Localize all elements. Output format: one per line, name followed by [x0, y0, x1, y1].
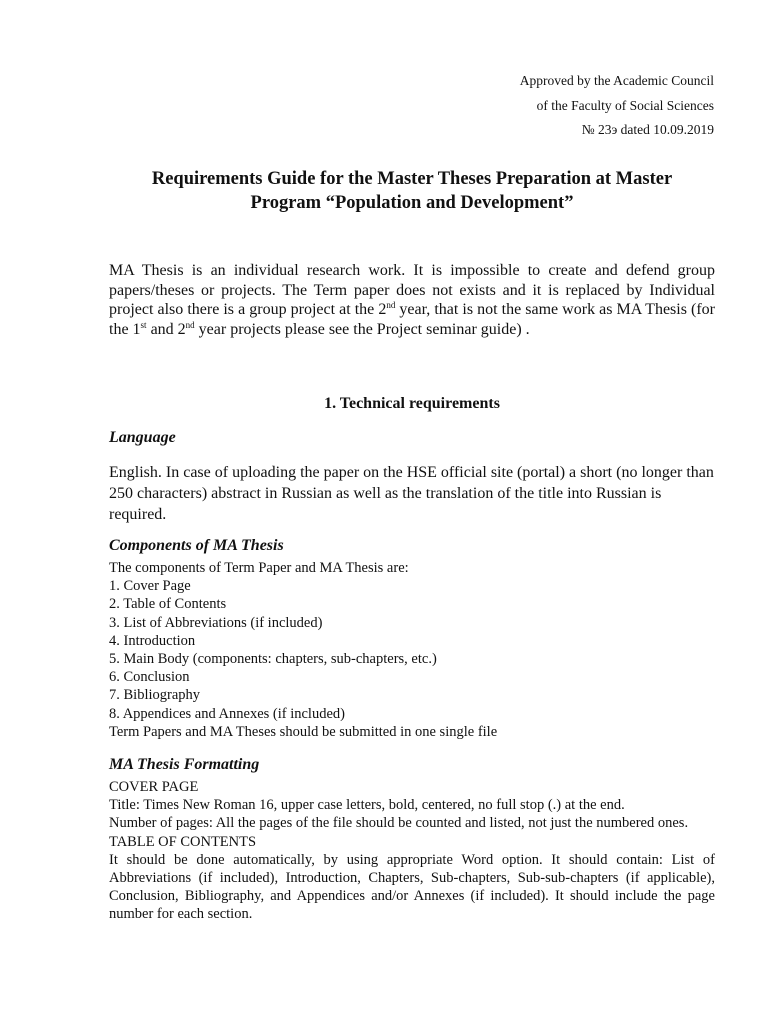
cover-page-heading: COVER PAGE — [109, 779, 199, 795]
section-heading: 1. Technical requirements — [324, 395, 500, 412]
cover-pages-rule: Number of pages: All the pages of the file should be counted and listed, not just the numbered ones. — [109, 815, 689, 832]
title-line-1: Requirements Guide for the Master Theses Preparation at Master — [151, 169, 673, 189]
toc-heading: TABLE OF CONTENTS — [109, 833, 257, 850]
language-heading: Language — [109, 429, 176, 446]
approval-line-2: of the Faculty of Social Sciences — [536, 97, 714, 113]
formatting-heading: MA Thesis Formatting — [109, 756, 260, 773]
approval-block — [520, 69, 714, 143]
components-list — [109, 559, 715, 741]
formatting-block — [109, 778, 715, 924]
list-item: 3. List of Abbreviations (if included) — [109, 614, 323, 631]
components-intro: The components of Term Paper and MA Thesis are: — [109, 560, 409, 576]
intro-text-1: MA Thesis is an individual research work. It is impossible to create and defend group papers/theses or projects. The Term paper does not exists and it is replaced by Individual project also there is a group project at the 2 — [109, 262, 715, 318]
approval-line-1: Approved by the Academic Council — [519, 73, 714, 88]
cover-title-rule: Title: Times New Roman 16, upper case letters, bold, centered, no full stop (.) at the end. — [109, 797, 625, 814]
intro-text-2: year, that is not the same work as MA Thesis (for the 1 — [109, 301, 716, 338]
intro-superscript-2: st — [140, 319, 147, 330]
intro-text-4: year projects please see the Project seminar guide) . — [194, 320, 530, 338]
intro-superscript-3: nd — [185, 319, 195, 330]
intro-text-3: and 2 — [146, 320, 186, 338]
toc-paragraph: It should be done automatically, by using appropriate Word option. It should contain: List of Abbreviations (if included), Introduction, Chapters, Sub-chapters, Sub-sub-chapters (if applicable), Conclusion, Bibliography, and Appendices and/or Annexes (if included). It should include the page number for each section. — [109, 851, 715, 923]
components-note: Term Papers and MA Theses should be submitted in one single file — [109, 723, 498, 740]
list-item: 1. Cover Page — [109, 578, 191, 595]
intro-superscript-1: nd — [386, 300, 396, 310]
title-line-2: Program “Population and Development” — [250, 193, 574, 213]
list-item: 6. Conclusion — [109, 669, 190, 686]
list-item: 7. Bibliography — [109, 687, 201, 704]
components-heading: Components of MA Thesis — [109, 537, 284, 554]
list-item: 2. Table of Contents — [109, 596, 227, 613]
language-paragraph: English. In case of uploading the paper on the HSE official site (portal) a short (no longer than 250 characters) abstract in Russian as well as the translation of the title into Russian is required. — [109, 464, 714, 523]
list-item: 4. Introduction — [109, 632, 196, 649]
list-item: 8. Appendices and Annexes (if included) — [109, 705, 345, 722]
document-title — [100, 167, 724, 215]
approval-line-3: № 23э dated 10.09.2019 — [581, 122, 714, 137]
list-item: 5. Main Body (components: chapters, sub-chapters, etc.) — [109, 651, 437, 668]
intro-paragraph — [109, 261, 715, 339]
